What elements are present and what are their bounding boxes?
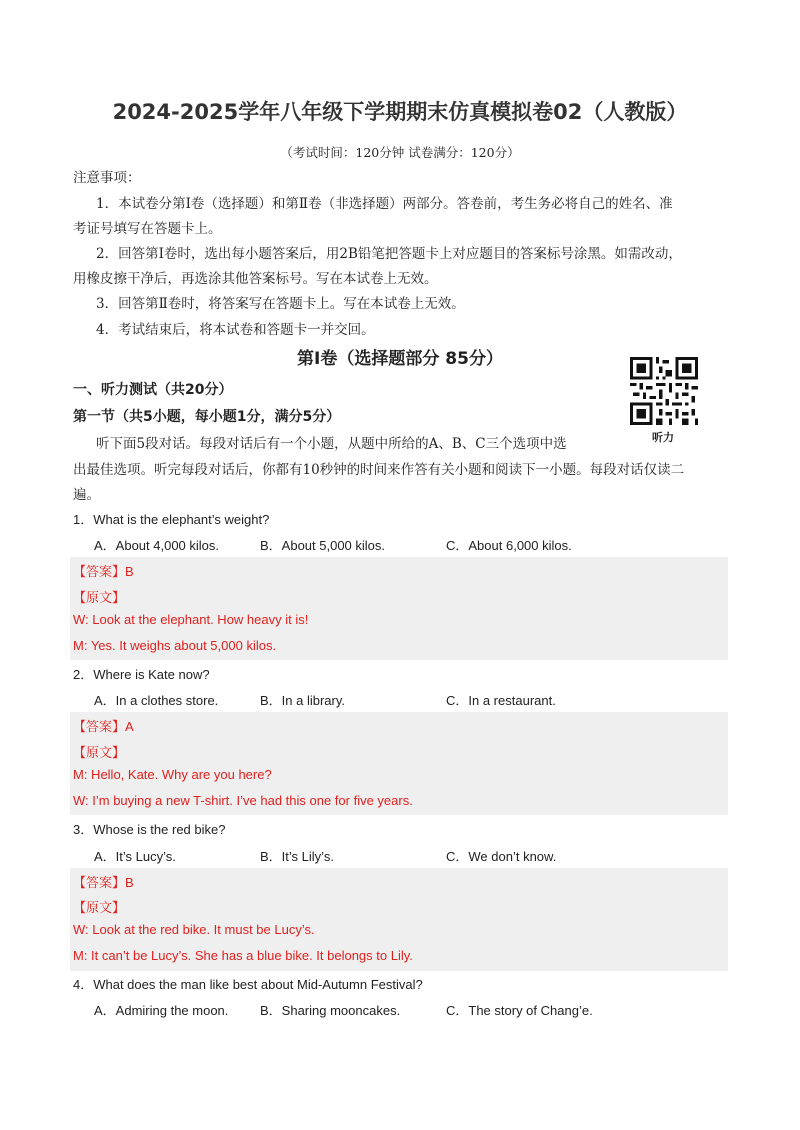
question-1-script-line-2: M: Yes. It weighs about 5,000 kilos. <box>73 638 277 653</box>
part-title: 第Ⅰ卷（选择题部分 85分） <box>297 349 503 369</box>
notice-heading: 注意事项： <box>73 170 141 186</box>
subsection-heading: 第一节（共5小题，每小题1分，满分5分） <box>73 409 341 425</box>
question-1-script-line-1: W: Look at the elephant. How heavy it is! <box>73 612 309 627</box>
question-2-script-line-2: W: I’m buying a new T-shirt. I’ve had this one for five years. <box>73 793 413 808</box>
question-1-option-c: C．About 6,000 kilos. <box>446 538 572 553</box>
question-4-option-a: A．Admiring the moon. <box>94 1003 229 1018</box>
question-3-option-c: C．We don’t know. <box>446 849 557 864</box>
qr-code-icon[interactable] <box>630 357 698 425</box>
question-1-stem: 1．What is the elephant’s weight? <box>73 512 270 527</box>
notice-item-2-cont: 用橡皮擦干净后，再选涂其他答案标号。写在本试卷上无效。 <box>73 271 438 287</box>
question-1-answer: 【答案】B <box>73 564 134 579</box>
question-3-script-label: 【原文】 <box>73 900 126 915</box>
page-title: 2024-2025学年八年级下学期期末仿真模拟卷02（人教版） <box>112 100 688 124</box>
exam-info: （考试时间：120分钟 试卷满分：120分） <box>280 145 520 160</box>
instructions: 听下面5段对话。每段对话后有一个小题，从题中所给的A、B、C三个选项中选 <box>96 436 567 452</box>
question-2-answer: 【答案】A <box>73 719 134 734</box>
question-4-option-c: C．The story of Chang’e. <box>446 1003 593 1018</box>
notice-item-2: 2．回答第Ⅰ卷时，选出每小题答案后，用2B铅笔把答题卡上对应题目的答案标号涂黑。如需改动， <box>96 246 682 262</box>
question-3-option-b: B．It’s Lily’s. <box>260 849 334 864</box>
question-2-script-line-1: M: Hello, Kate. Why are you here? <box>73 767 272 782</box>
question-2-script-label: 【原文】 <box>73 745 126 760</box>
question-1-script-label: 【原文】 <box>73 590 126 605</box>
notice-item-4: 4．考试结束后，将本试卷和答题卡一并交回。 <box>96 322 375 338</box>
question-3-option-a: A．It’s Lucy’s. <box>94 849 176 864</box>
question-1-option-b: B．About 5,000 kilos. <box>260 538 386 553</box>
notice-item-1-cont: 考证号填写在答题卡上。 <box>73 221 222 237</box>
instructions-cont: 出最佳选项。听完每段对话后，你都有10秒钟的时间来作答有关小题和阅读下一小题。每段对话仅读二 <box>73 462 685 478</box>
question-2-stem: 2．Where is Kate now? <box>73 667 210 682</box>
qr-label: 听力 <box>652 431 674 444</box>
question-3-script-line-1: W: Look at the red bike. It must be Lucy’s. <box>73 922 315 937</box>
question-4-stem: 4．What does the man like best about Mid-Autumn Festival? <box>73 977 423 992</box>
question-3-stem: 3．Whose is the red bike? <box>73 822 226 837</box>
question-3-answer: 【答案】B <box>73 875 134 890</box>
instructions-end: 遍。 <box>73 487 100 503</box>
question-3-script-line-2: M: It can’t be Lucy’s. She has a blue bike. It belongs to Lily. <box>73 948 413 963</box>
section-heading: 一、听力测试（共20分） <box>73 382 233 398</box>
notice-item-1: 1．本试卷分第Ⅰ卷（选择题）和第Ⅱ卷（非选择题）两部分。答卷前，考生务必将自己的姓名、准 <box>96 196 673 212</box>
question-2-option-b: B．In a library. <box>260 693 346 708</box>
question-1-option-a: A．About 4,000 kilos. <box>94 538 220 553</box>
notice-item-3: 3．回答第Ⅱ卷时，将答案写在答题卡上。写在本试卷上无效。 <box>96 296 465 312</box>
question-2-option-c: C．In a restaurant. <box>446 693 556 708</box>
question-4-option-b: B．Sharing mooncakes. <box>260 1003 401 1018</box>
question-2-option-a: A．In a clothes store. <box>94 693 219 708</box>
